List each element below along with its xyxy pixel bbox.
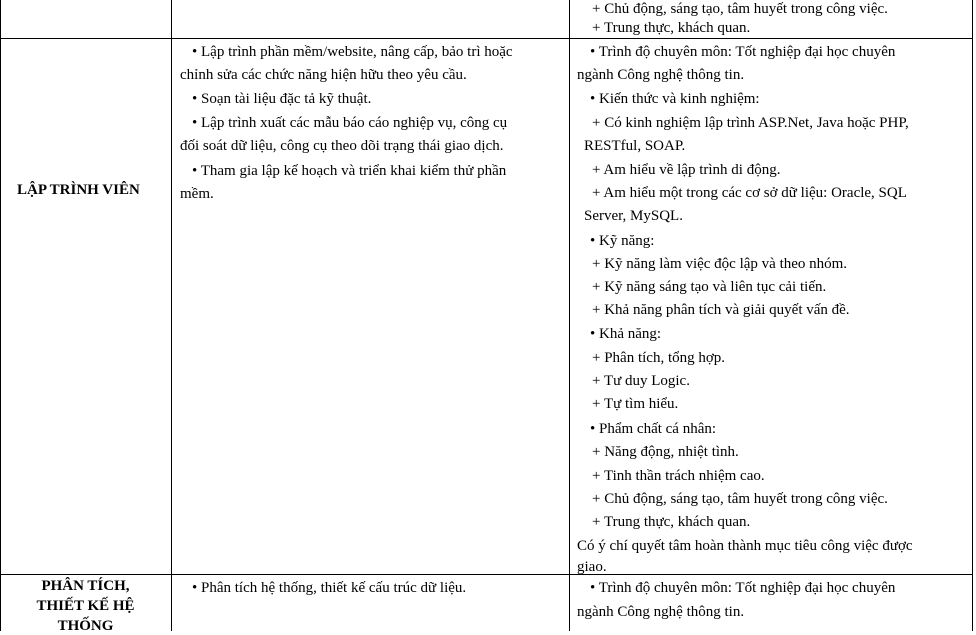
table-border-right xyxy=(972,0,973,631)
column-divider-2 xyxy=(569,0,570,631)
column-divider-1 xyxy=(171,0,172,631)
requirement-line: Server, MySQL. xyxy=(584,208,683,224)
requirement-line: Có ý chí quyết tâm hoàn thành mục tiêu công việc được xyxy=(577,538,913,554)
requirement-line: ngành Công nghệ thông tin. xyxy=(577,67,745,83)
row-divider-1 xyxy=(0,38,973,39)
requirement-line: + Khả năng phân tích và giải quyết vấn đề. xyxy=(592,302,850,318)
row-title-line: THIẾT KẾ HỆ xyxy=(36,598,135,614)
duty-line: • Phân tích hệ thống, thiết kế cấu trúc dữ liệu. xyxy=(192,580,467,596)
requirement-line: RESTful, SOAP. xyxy=(584,138,686,154)
requirement-line: + Am hiểu về lập trình di động. xyxy=(592,162,781,178)
requirement-line: + Am hiểu một trong các cơ sở dữ liệu: Oracle, SQL xyxy=(592,185,907,201)
requirement-line: • Kiến thức và kinh nghiệm: xyxy=(590,91,760,107)
requirement-line: + Trung thực, khách quan. xyxy=(592,514,751,530)
requirement-line: • Kỹ năng: xyxy=(590,233,655,249)
requirement-line: + Có kinh nghiệm lập trình ASP.Net, Java hoặc PHP, xyxy=(592,115,909,131)
duty-line: • Lập trình xuất các mẫu báo cáo nghiệp vụ, công cụ xyxy=(192,115,508,131)
requirement-line: + Tự tìm hiểu. xyxy=(592,396,679,412)
requirement-line: + Chủ động, sáng tạo, tâm huyết trong công việc. xyxy=(592,1,888,17)
table-border-left xyxy=(0,0,1,631)
requirement-line: + Phân tích, tổng hợp. xyxy=(592,350,726,366)
duty-line: mềm. xyxy=(180,186,214,202)
duty-line: chỉnh sửa các chức năng hiện hữu theo yêu cầu. xyxy=(180,67,467,83)
requirement-line: giao. xyxy=(577,559,607,575)
requirement-line: + Trung thực, khách quan. xyxy=(592,20,751,36)
row-title-programmer: LẬP TRÌNH VIÊN xyxy=(17,182,140,198)
requirement-line: + Kỹ năng sáng tạo và liên tục cải tiến. xyxy=(592,279,827,295)
requirement-line: + Tư duy Logic. xyxy=(592,373,690,389)
duty-line: • Soạn tài liệu đặc tả kỹ thuật. xyxy=(192,91,372,107)
requirement-line: • Trình độ chuyên môn: Tốt nghiệp đại học chuyên xyxy=(590,580,896,596)
duty-line: đối soát dữ liệu, công cụ theo dõi trạng thái giao dịch. xyxy=(180,138,504,154)
row-title-line: THỐNG xyxy=(57,618,114,634)
requirement-line: • Khả năng: xyxy=(590,326,662,342)
requirement-line: + Tinh thần trách nhiệm cao. xyxy=(592,468,765,484)
requirement-line: + Chủ động, sáng tạo, tâm huyết trong công việc. xyxy=(592,491,888,507)
requirement-line: + Kỹ năng làm việc độc lập và theo nhóm. xyxy=(592,256,848,272)
row-title-line: PHÂN TÍCH, xyxy=(41,578,130,594)
duty-line: • Lập trình phần mềm/website, nâng cấp, bảo trì hoặc xyxy=(192,44,513,60)
row-divider-2 xyxy=(0,574,973,575)
requirement-line: • Trình độ chuyên môn: Tốt nghiệp đại học chuyên xyxy=(590,44,896,60)
requirement-line: • Phẩm chất cá nhân: xyxy=(590,421,717,437)
duty-line: • Tham gia lập kế hoạch và triển khai kiểm thử phần xyxy=(192,163,507,179)
requirement-line: + Năng động, nhiệt tình. xyxy=(592,444,739,460)
requirement-line: ngành Công nghệ thông tin. xyxy=(577,604,745,620)
